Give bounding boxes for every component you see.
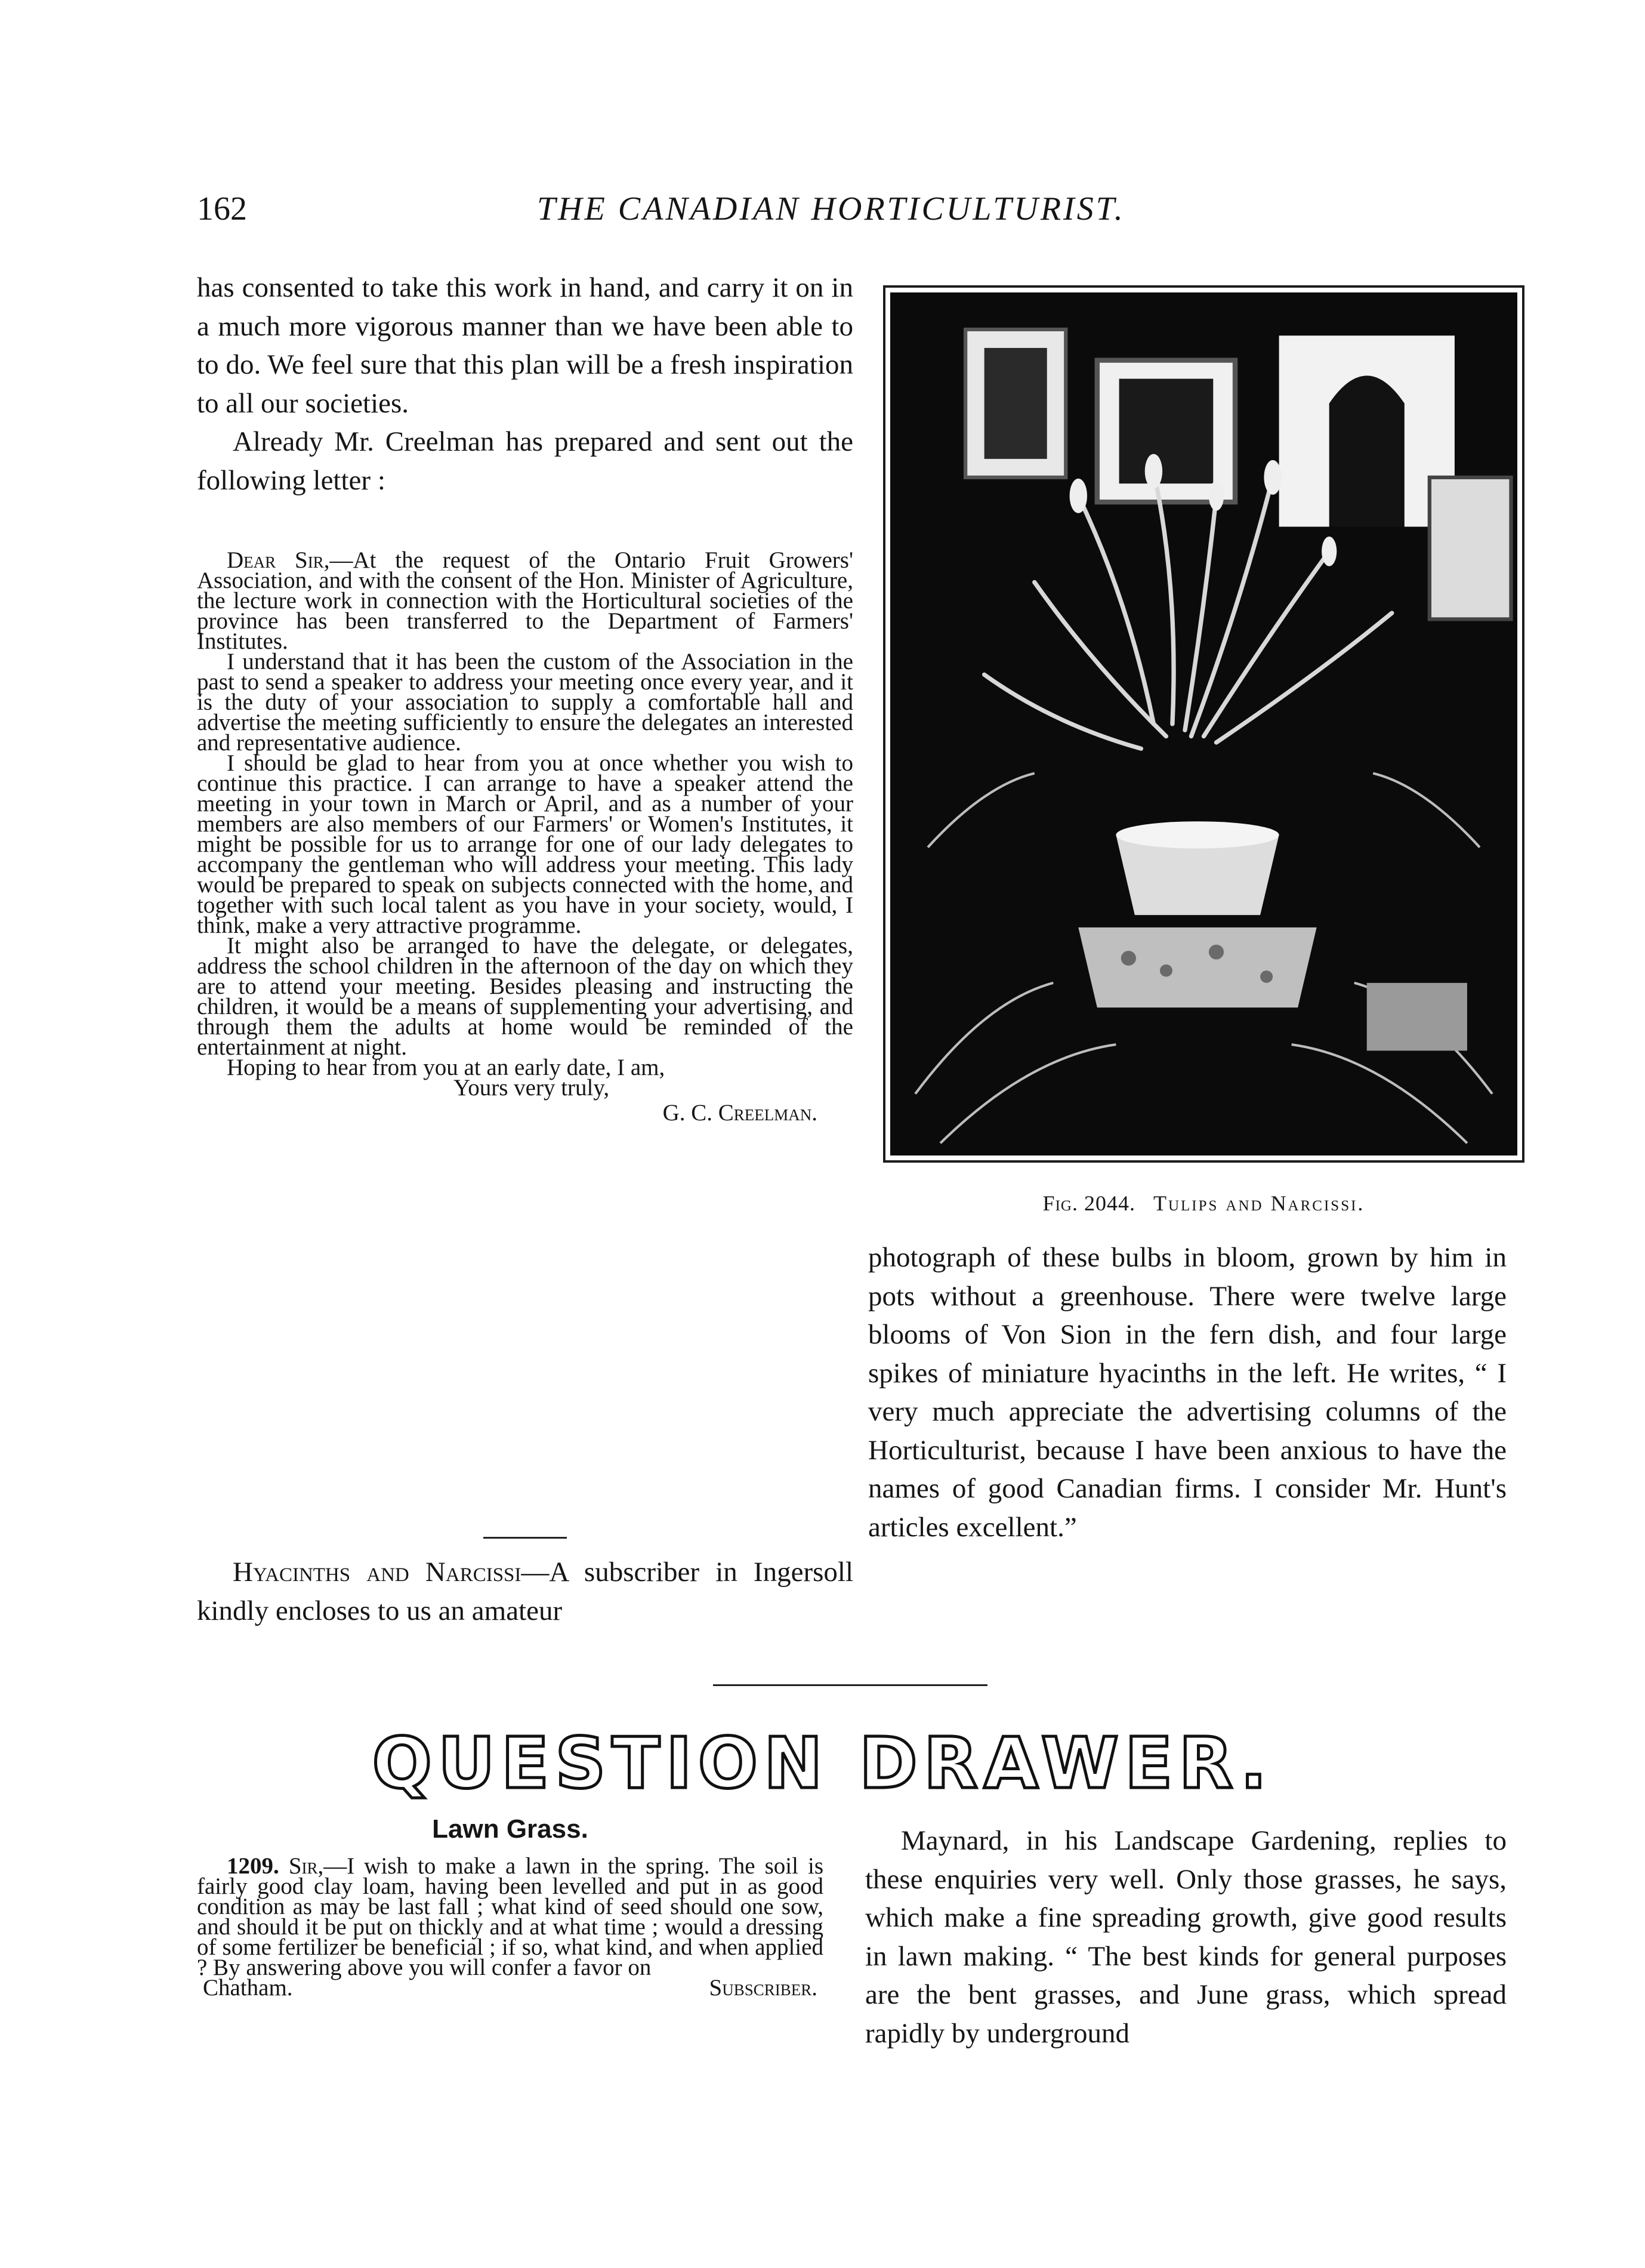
question-place: Chatham. <box>203 1975 293 2001</box>
left-column-bottom <box>197 1553 853 1630</box>
letter-closing: Yours very truly, <box>453 1075 610 1101</box>
answer-block <box>865 1822 1507 2053</box>
section-rule <box>713 1684 987 1686</box>
right-column <box>868 1238 1507 1546</box>
letter-paragraph <box>197 547 854 654</box>
question-text <box>197 1853 823 1980</box>
page-number: 162 <box>197 190 247 227</box>
letter-paragraph: I should be glad to hear from you at once whether you wish to continue this practice. I can arrange to have a speaker attend the meeting in your town in March or April, and as a number of your members are also members of our Farmers' or Women's Institutes, it might be possible for us to arrange for one of our lady delegates to accompany the gentleman who will address your meeting. This lady would be prepared to speak on subjects connected with the home, and together with such local talent as you have in your society, would, I think, make a very attractive programme. <box>197 750 853 938</box>
letter-paragraph: It might also be arranged to have the delegate, or delegates, address the school children in the afternoon of the day on which they are to attend your meeting. Besides pleasing and instructing the children, it would be a means of supplementing your advertising, and through them the adults at home would be reminded of the entertainment at night. <box>197 933 853 1060</box>
figure-title: Tulips and Narcissi. <box>1153 1191 1365 1215</box>
photo-illustration <box>890 292 1517 1155</box>
question-block <box>197 1814 823 2001</box>
left-column-top <box>197 269 853 500</box>
item-paragraph <box>197 1553 853 1630</box>
question-signature-row <box>197 1975 823 2001</box>
answer-text: Maynard, in his Landscape Gardening, replies to these enquiries very well. Only those grasses, he says, which make a fine spreading growth, give good results in lawn making. “ The best kinds for general purposes are the bent grasses, and June grass, which spread rapidly by underground <box>865 1825 1507 2049</box>
creelman-letter <box>197 547 854 1126</box>
photo <box>890 292 1517 1155</box>
letter-salutation: Dear Sir, <box>227 547 330 573</box>
section-heading: QUESTION DRAWER. <box>372 1722 1273 1804</box>
running-head: THE CANADIAN HORTICULTURIST. <box>537 190 1125 227</box>
divider <box>483 1537 567 1539</box>
question-number: 1209. <box>227 1853 279 1879</box>
body-paragraph: Already Mr. Creelman has prepared and sent out the following letter : <box>197 426 853 496</box>
question-salutation: Sir, <box>288 1853 324 1879</box>
letter-paragraph: I understand that it has been the custom of the Association in the past to send a speaker to address your meeting once every year, and it is the duty of your association to supply a comfortable hall and advertise the meeting sufficiently to ensure the delegates an interested and representative audience. <box>197 649 853 756</box>
figure-caption <box>883 1191 1524 1216</box>
item-heading: Hyacinths and Narcissi <box>233 1557 521 1588</box>
body-paragraph: has consented to take this work in hand, and carry it on in a much more vigorous manner than we have been able to to do. We feel sure that this plan will be a fresh inspiration to all our societies. <box>197 272 853 419</box>
letter-paragraph-text: —At the request of the Ontario Fruit Growers' Association, and with the consent of the Hon. Minister of Agriculture, the lecture work in connection with the Horticultural societies of the province has been transferred to the Department of Farmers' Institutes. <box>197 547 854 654</box>
letter-signature: G. C. Creelman. <box>662 1100 817 1126</box>
photo-figure <box>883 285 1524 1163</box>
letter-closing: Hoping to hear from you at an early date, I am, <box>227 1055 665 1080</box>
question-body: —I wish to make a lawn in the spring. The soil is fairly good clay loam, having been levelled and put in as good condition as may be last fall ; what kind of seed should one sow, and should it be put on thickly and at what time ; would a dressing of some fertilizer be beneficial ; if so, what kind, and when applied ? By answering above you will confer a favor on <box>197 1853 823 1980</box>
figure-number: Fig. 2044. <box>1042 1191 1135 1215</box>
item-text: —A subscriber in Ingersoll kindly encloses to us an amateur <box>197 1557 853 1626</box>
question-subheading: Lawn Grass. <box>432 1814 588 1844</box>
question-signed: Subscriber. <box>709 1975 817 2001</box>
body-paragraph: photograph of these bulbs in bloom, grown by him in pots without a greenhouse. There were twelve large blooms of Von Sion in the fern dish, and four large spikes of miniature hyacinths in the left. He writes, “ I very much appreciate the advertising columns of the Horticulturist, because I have been anxious to have the names of good Canadian firms. I consider Mr. Hunt's articles excellent.” <box>868 1242 1507 1543</box>
